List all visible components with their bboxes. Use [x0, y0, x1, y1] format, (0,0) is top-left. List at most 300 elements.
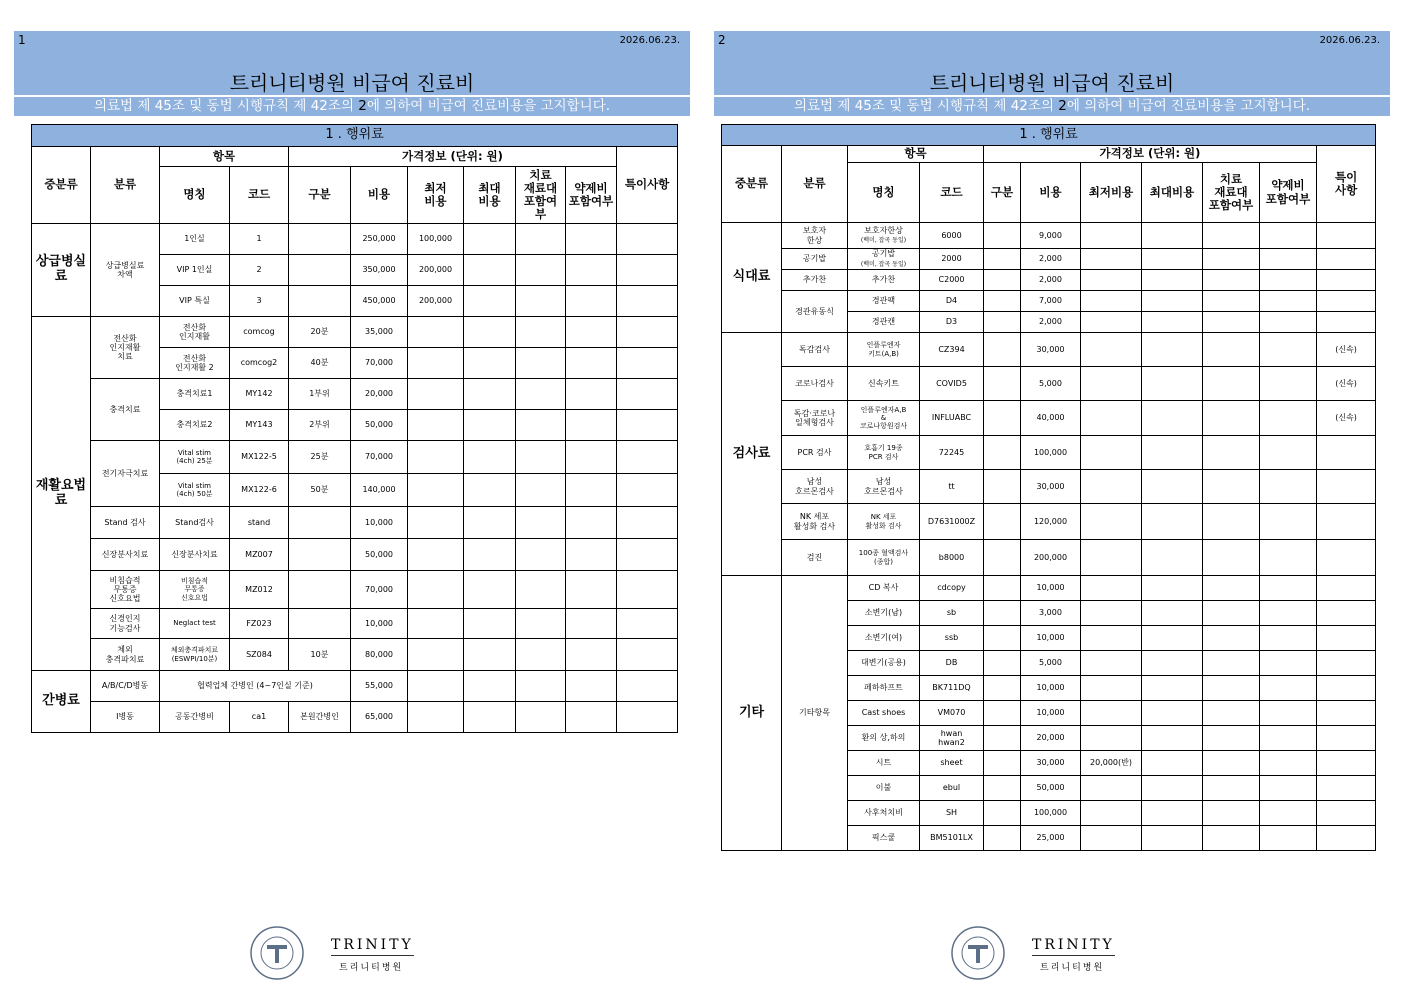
category-cell: 경관유동식 [782, 291, 848, 333]
material-cell [1203, 540, 1260, 576]
item-name: 보호자한상 [864, 225, 903, 235]
print-date: 2026.06.23. [1319, 35, 1380, 46]
mid-category-cell: 간병료 [32, 671, 91, 733]
max-cost-cell [1142, 651, 1203, 676]
min-cost-cell [408, 348, 464, 379]
notice-number: 2 [1058, 98, 1067, 114]
material-cell [516, 255, 566, 286]
min-cost-cell: 200,000 [408, 255, 464, 286]
note-cell [617, 609, 678, 639]
kind-cell: 2부위 [289, 410, 351, 441]
note-cell [1317, 270, 1376, 291]
item-code-cell: MX122-6 [230, 474, 289, 507]
mid-category-cell: 상급병실료 [32, 224, 91, 317]
note-cell [617, 410, 678, 441]
note-cell [1317, 751, 1376, 776]
cost-cell: 30,000 [1021, 470, 1081, 504]
category-cell: 신경인지 기능검사 [91, 609, 160, 639]
col-kind: 구분 [984, 163, 1021, 223]
max-cost-cell [1142, 470, 1203, 504]
note-cell [617, 348, 678, 379]
col-max-cost: 최대비용 [1142, 163, 1203, 223]
item-code-cell: 2 [230, 255, 289, 286]
cost-cell: 250,000 [351, 224, 408, 255]
item-code-cell: ca1 [230, 702, 289, 733]
min-cost-cell [408, 539, 464, 571]
item-code-cell: tt [920, 470, 984, 504]
item-code-cell: hwan hwan2 [920, 726, 984, 751]
material-cell [516, 379, 566, 410]
col-item: 항목 [160, 147, 289, 167]
category-cell: 공기밥 [782, 249, 848, 270]
kind-cell [984, 223, 1021, 249]
item-code-cell: comcog2 [230, 348, 289, 379]
item-name: 환의 상,하의 [861, 733, 906, 743]
material-cell [516, 571, 566, 609]
drug-cell [1260, 470, 1317, 504]
category-cell: 남성 호르몬검사 [782, 470, 848, 504]
min-cost-cell [1081, 504, 1142, 540]
drug-cell [1260, 776, 1317, 801]
material-cell [516, 609, 566, 639]
material-cell [1203, 576, 1260, 601]
table-row [722, 436, 1376, 470]
max-cost-cell [1142, 249, 1203, 270]
note-cell [1317, 726, 1376, 751]
item-name-cell [160, 348, 230, 379]
drug-cell [566, 348, 617, 379]
kind-cell [289, 286, 351, 317]
kind-cell [984, 436, 1021, 470]
col-code: 코드 [920, 163, 984, 223]
item-name-cell [848, 333, 920, 367]
kind-cell [984, 291, 1021, 312]
item-code-cell: cdcopy [920, 576, 984, 601]
max-cost-cell [464, 507, 516, 539]
min-cost-cell [1081, 676, 1142, 701]
kind-cell [984, 676, 1021, 701]
kind-cell: 40분 [289, 348, 351, 379]
item-name: NK 세포 활성화 검사 [865, 513, 902, 530]
max-cost-cell [464, 702, 516, 733]
col-category: 분류 [782, 146, 848, 223]
category-cell: 체외 충격파치료 [91, 639, 160, 671]
category-cell: 비침습적 무통증 신호요법 [91, 571, 160, 609]
max-cost-cell [1142, 291, 1203, 312]
material-cell [1203, 676, 1260, 701]
kind-cell [984, 626, 1021, 651]
max-cost-cell [1142, 401, 1203, 436]
category-cell: I병동 [91, 702, 160, 733]
seal-icon [249, 925, 311, 981]
note-cell [617, 441, 678, 474]
drug-cell [566, 639, 617, 671]
kind-cell [984, 826, 1021, 851]
item-name: 충격치료1 [176, 389, 213, 399]
col-drug-included: 약제비 포함여부 [1260, 163, 1317, 223]
kind-cell [984, 270, 1021, 291]
drug-cell [566, 474, 617, 507]
category-cell: Stand 검사 [91, 507, 160, 539]
material-cell [516, 441, 566, 474]
col-name: 명칭 [848, 163, 920, 223]
document-title: 트리니티병원 비급여 진료비 [229, 71, 475, 95]
cost-cell: 40,000 [1021, 401, 1081, 436]
drug-cell [566, 507, 617, 539]
min-cost-cell: 200,000 [408, 286, 464, 317]
item-name: 픽스쿨 [871, 833, 896, 843]
note-cell [1317, 436, 1376, 470]
min-cost-cell [1081, 367, 1142, 401]
drug-cell [1260, 701, 1317, 726]
min-cost-cell [408, 671, 464, 702]
kind-cell [289, 539, 351, 571]
category-cell: 전산화 인지재활 치료 [91, 317, 160, 379]
category-cell: NK 세포 활성화 검사 [782, 504, 848, 540]
min-cost-cell [408, 410, 464, 441]
col-mid-category: 중분류 [722, 146, 782, 223]
note-cell [617, 571, 678, 609]
item-code-cell: stand [230, 507, 289, 539]
max-cost-cell [464, 224, 516, 255]
cost-cell: 10,000 [1021, 701, 1081, 726]
max-cost-cell [464, 348, 516, 379]
kind-cell: 50분 [289, 474, 351, 507]
item-code-cell: 1 [230, 224, 289, 255]
col-min-cost: 최저비용 [1081, 163, 1142, 223]
min-cost-cell [1081, 701, 1142, 726]
category-cell: A/B/C/D병동 [91, 671, 160, 702]
cost-cell: 10,000 [1021, 676, 1081, 701]
material-cell [516, 539, 566, 571]
col-note: 특이사항 [617, 147, 678, 224]
col-cost: 비용 [351, 167, 408, 224]
seal-icon [950, 925, 1012, 981]
material-cell [516, 348, 566, 379]
drug-cell [1260, 367, 1317, 401]
table-row [32, 639, 678, 671]
note-cell [617, 702, 678, 733]
notice-text: 의료법 제 45조 및 동법 시행규칙 제 42조의 [93, 98, 359, 114]
section-title: 1 . 행위료 [32, 125, 678, 147]
notice-banner [14, 95, 690, 116]
item-name: 체외충격파치료 (ESWPI/10분) [170, 646, 219, 663]
col-category: 분류 [91, 147, 160, 224]
min-cost-cell [1081, 826, 1142, 851]
max-cost-cell [464, 286, 516, 317]
table-row [32, 571, 678, 609]
note-cell [617, 507, 678, 539]
kind-cell [289, 571, 351, 609]
item-name-cell [160, 474, 230, 507]
kind-cell [289, 255, 351, 286]
min-cost-cell [1081, 576, 1142, 601]
note-cell [617, 255, 678, 286]
material-cell [1203, 776, 1260, 801]
item-name-cell [160, 255, 230, 286]
max-cost-cell [1142, 436, 1203, 470]
item-name: 인플루엔자 키트(A,B) [866, 341, 901, 358]
max-cost-cell [464, 639, 516, 671]
material-cell [516, 317, 566, 348]
cost-cell: 5,000 [1021, 367, 1081, 401]
item-code-cell: FZ023 [230, 609, 289, 639]
kind-cell [984, 540, 1021, 576]
min-cost-cell [408, 609, 464, 639]
kind-cell [984, 751, 1021, 776]
table-row [32, 379, 678, 410]
min-cost-cell [1081, 601, 1142, 626]
drug-cell [566, 609, 617, 639]
col-code: 코드 [230, 167, 289, 224]
item-name: 전산화 인지재활 2 [175, 353, 214, 372]
drug-cell [566, 255, 617, 286]
col-price-info: 가격정보 (단위: 원) [289, 147, 617, 167]
item-name: Vital stim (4ch) 50분 [176, 481, 213, 498]
table-row [722, 249, 1376, 270]
kind-cell [984, 651, 1021, 676]
min-cost-cell [1081, 333, 1142, 367]
material-cell [516, 286, 566, 317]
kind-cell: 본원간병인 [289, 702, 351, 733]
cost-cell: 35,000 [351, 317, 408, 348]
brand-name-kr: 트리니티병원 [339, 963, 404, 973]
table-row [32, 441, 678, 474]
max-cost-cell [1142, 504, 1203, 540]
cost-cell: 3,000 [1021, 601, 1081, 626]
col-material-included: 치료 재료대 포함여 부 [516, 167, 566, 224]
cost-cell: 10,000 [351, 507, 408, 539]
drug-cell [566, 539, 617, 571]
material-cell [1203, 223, 1260, 249]
note-cell [1317, 651, 1376, 676]
item-name: 1인실 [184, 234, 205, 244]
item-name-cell [160, 441, 230, 474]
note-cell [1317, 601, 1376, 626]
cost-cell: 200,000 [1021, 540, 1081, 576]
item-name: 호흡기 19종 PCR 검사 [864, 444, 903, 461]
drug-cell [566, 379, 617, 410]
material-cell [1203, 401, 1260, 436]
cost-cell: 10,000 [1021, 576, 1081, 601]
item-name: 소변기(여) [864, 633, 903, 643]
cost-cell: 50,000 [351, 539, 408, 571]
min-cost-cell [1081, 436, 1142, 470]
item-name: 남성 호르몬검사 [864, 477, 903, 496]
kind-cell [984, 801, 1021, 826]
note-cell [1317, 801, 1376, 826]
item-name: VIP 특실 [179, 296, 210, 306]
material-cell [1203, 601, 1260, 626]
min-cost-cell [1081, 270, 1142, 291]
item-name: 추가찬 [871, 275, 896, 285]
material-cell [1203, 249, 1260, 270]
drug-cell [566, 702, 617, 733]
min-cost-cell [1081, 540, 1142, 576]
min-cost-cell [1081, 801, 1142, 826]
item-name: 100종 혈액검사 (종합) [858, 549, 909, 566]
table-row [722, 367, 1376, 401]
note-cell [617, 639, 678, 671]
col-drug-included: 약제비 포함여부 [566, 167, 617, 224]
min-cost-cell [1081, 401, 1142, 436]
table-row [722, 576, 1376, 601]
notice-text-end: 에 의하여 비급여 진료비용을 고지합니다. [366, 98, 611, 114]
item-name-cell [848, 826, 920, 851]
item-name: 소변기(남) [864, 608, 903, 618]
drug-cell [566, 224, 617, 255]
item-code-cell: CZ394 [920, 333, 984, 367]
material-cell [1203, 312, 1260, 333]
kind-cell [289, 507, 351, 539]
drug-cell [1260, 651, 1317, 676]
kind-cell [984, 249, 1021, 270]
page-header [714, 31, 1390, 95]
col-max-cost: 최대 비용 [464, 167, 516, 224]
item-name: VIP 1인실 [176, 265, 213, 275]
table-row [32, 539, 678, 571]
note-cell [617, 224, 678, 255]
material-cell [516, 671, 566, 702]
category-cell: 신장분사치료 [91, 539, 160, 571]
category-cell: 보호자 한상 [782, 223, 848, 249]
drug-cell [1260, 726, 1317, 751]
item-name-cell [160, 639, 230, 671]
note-cell [1317, 576, 1376, 601]
cost-cell: 80,000 [351, 639, 408, 671]
min-cost-cell [1081, 223, 1142, 249]
item-name: 이불 [875, 783, 892, 793]
material-cell [1203, 270, 1260, 291]
table-row [722, 401, 1376, 436]
max-cost-cell [1142, 676, 1203, 701]
material-cell [516, 639, 566, 671]
max-cost-cell [1142, 223, 1203, 249]
cost-cell: 25,000 [1021, 826, 1081, 851]
cost-cell: 10,000 [1021, 626, 1081, 651]
cost-cell: 450,000 [351, 286, 408, 317]
note-cell: (신속) [1317, 333, 1376, 367]
note-cell [617, 474, 678, 507]
brand-name: TRINITY [331, 937, 414, 956]
item-name-cell [848, 540, 920, 576]
item-name: 공동간병비 [175, 712, 214, 722]
cost-cell: 70,000 [351, 571, 408, 609]
notice-number: 2 [358, 98, 367, 114]
item-name-cell [848, 291, 920, 312]
table-row [722, 504, 1376, 540]
material-cell [1203, 701, 1260, 726]
kind-cell: 20분 [289, 317, 351, 348]
item-name-cell [160, 507, 230, 539]
material-cell [1203, 651, 1260, 676]
drug-cell [1260, 626, 1317, 651]
drug-cell [1260, 540, 1317, 576]
material-cell [516, 410, 566, 441]
mid-category-cell: 기타 [722, 576, 782, 851]
item-name: 충격치료2 [176, 420, 213, 430]
item-name: Cast shoes [861, 708, 906, 718]
max-cost-cell [1142, 626, 1203, 651]
col-note: 특이 사항 [1317, 146, 1376, 223]
max-cost-cell [1142, 776, 1203, 801]
min-cost-cell [1081, 776, 1142, 801]
item-name-note: (백미, 잡곡 동일) [860, 237, 907, 245]
cost-cell: 100,000 [1021, 436, 1081, 470]
item-code-cell: MX122-5 [230, 441, 289, 474]
drug-cell [1260, 223, 1317, 249]
item-name-cell [848, 726, 920, 751]
cost-cell: 5,000 [1021, 651, 1081, 676]
mid-category-cell: 검사료 [722, 333, 782, 576]
max-cost-cell [1142, 540, 1203, 576]
cost-cell: 140,000 [351, 474, 408, 507]
item-name-cell [848, 223, 920, 249]
table-row [32, 317, 678, 348]
drug-cell [566, 317, 617, 348]
item-name-cell [160, 702, 230, 733]
category-cell: 기타항목 [782, 576, 848, 851]
notice-text-end: 에 의하여 비급여 진료비용을 고지합니다. [1066, 98, 1311, 114]
page-number: 2 [718, 33, 726, 47]
item-code-cell: 2000 [920, 249, 984, 270]
item-name-cell [848, 270, 920, 291]
table-row [722, 223, 1376, 249]
min-cost-cell [408, 639, 464, 671]
item-name: 신장분사치료 [171, 549, 218, 559]
fee-table [31, 124, 678, 733]
material-cell [1203, 801, 1260, 826]
item-name-cell [160, 379, 230, 410]
drug-cell [1260, 401, 1317, 436]
notice-banner [714, 95, 1390, 116]
cost-cell: 2,000 [1021, 270, 1081, 291]
item-name-cell [160, 410, 230, 441]
item-name-cell [848, 676, 920, 701]
note-cell [1317, 676, 1376, 701]
min-cost-cell [1081, 726, 1142, 751]
item-code-cell: MY143 [230, 410, 289, 441]
kind-cell: 25분 [289, 441, 351, 474]
item-code-cell: MZ012 [230, 571, 289, 609]
min-cost-cell [408, 317, 464, 348]
max-cost-cell [464, 379, 516, 410]
min-cost-cell [1081, 291, 1142, 312]
item-name-cell [160, 224, 230, 255]
note-cell [617, 379, 678, 410]
mid-category-cell: 식대료 [722, 223, 782, 333]
item-code-cell: C2000 [920, 270, 984, 291]
col-mid-category: 중분류 [32, 147, 91, 224]
item-code-cell: 6000 [920, 223, 984, 249]
material-cell [1203, 826, 1260, 851]
hospital-logo [950, 925, 1130, 980]
cost-cell: 65,000 [351, 702, 408, 733]
kind-cell [984, 312, 1021, 333]
material-cell [1203, 626, 1260, 651]
note-cell [617, 539, 678, 571]
kind-cell [984, 776, 1021, 801]
notice-text: 의료법 제 45조 및 동법 시행규칙 제 42조의 [793, 98, 1059, 114]
item-name-cell [160, 571, 230, 609]
hospital-logo [249, 925, 429, 980]
max-cost-cell [1142, 751, 1203, 776]
kind-cell: 1부위 [289, 379, 351, 410]
cost-cell: 350,000 [351, 255, 408, 286]
max-cost-cell [1142, 726, 1203, 751]
cost-cell: 20,000 [1021, 726, 1081, 751]
item-name-note: (백미, 잡곡 동일) [860, 260, 907, 268]
